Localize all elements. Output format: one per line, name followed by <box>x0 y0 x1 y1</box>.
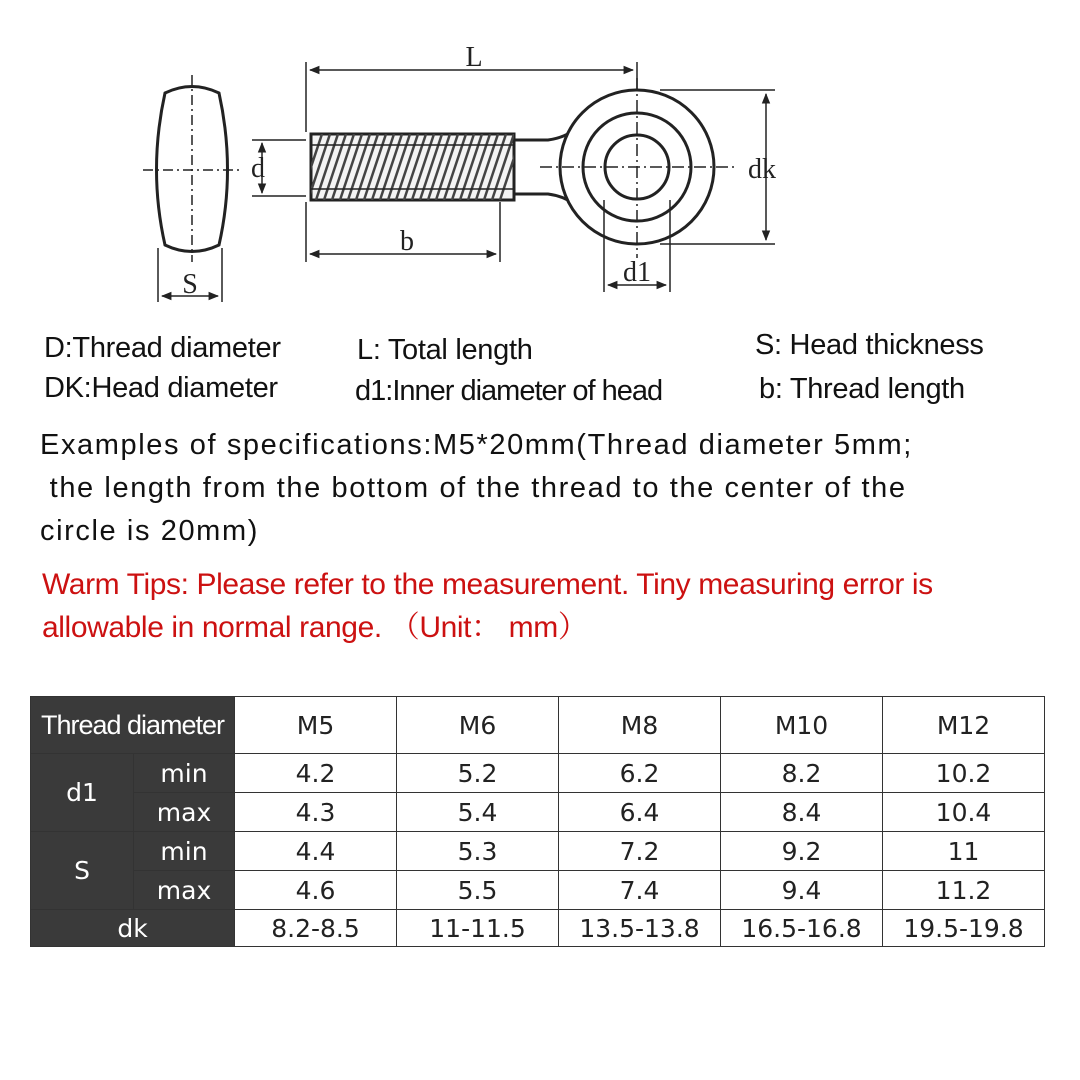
legend-thread-diameter: D:Thread diameter <box>44 332 281 364</box>
table-cell: 13.5-13.8 <box>559 910 721 947</box>
dim-label-dk: dk <box>748 154 776 185</box>
row-label-s: S <box>31 832 134 910</box>
size-m12: M12 <box>883 697 1045 754</box>
header-thread-diameter: Thread diameter <box>31 697 235 754</box>
table-row-d1-max <box>31 793 1045 832</box>
dim-label-b: b <box>400 226 414 257</box>
table-cell: 8.4 <box>721 793 883 832</box>
table-cell: 10.2 <box>883 754 1045 793</box>
dim-label-d: d <box>251 153 265 184</box>
tips-unit: （Unit： mm） <box>389 611 588 644</box>
specification-example <box>40 424 913 553</box>
row-label-max: max <box>134 871 235 910</box>
table-cell: 6.2 <box>559 754 721 793</box>
legend-total-length: L: Total length <box>357 334 533 366</box>
table-cell: 7.2 <box>559 832 721 871</box>
table-cell: 5.2 <box>397 754 559 793</box>
table-cell: 4.3 <box>235 793 397 832</box>
table-cell: 11.2 <box>883 871 1045 910</box>
table-cell: 16.5-16.8 <box>721 910 883 947</box>
warm-tips <box>42 563 933 649</box>
tips-line-1: Warm Tips: Please refer to the measurement. Tiny measuring error is <box>42 568 933 601</box>
example-line-1: Examples of specifications:M5*20mm(Thread diameter 5mm; <box>40 429 913 461</box>
dim-label-d1: d1 <box>623 257 651 288</box>
table-cell: 11-11.5 <box>397 910 559 947</box>
table-row-d1-min <box>31 754 1045 793</box>
legend-head-thickness: S: Head thickness <box>755 329 984 361</box>
row-label-max: max <box>134 793 235 832</box>
example-line-2: the length from the bottom of the thread to the center of the <box>40 472 907 504</box>
table-cell: 5.4 <box>397 793 559 832</box>
row-label-min: min <box>134 754 235 793</box>
table-cell: 9.4 <box>721 871 883 910</box>
table-cell: 6.4 <box>559 793 721 832</box>
table-cell: 7.4 <box>559 871 721 910</box>
table-cell: 5.3 <box>397 832 559 871</box>
size-m8: M8 <box>559 697 721 754</box>
example-line-3: circle is 20mm) <box>40 515 259 547</box>
table-cell: 9.2 <box>721 832 883 871</box>
eye-head <box>514 78 735 258</box>
legend-thread-length: b: Thread length <box>759 373 965 405</box>
table-cell: 19.5-19.8 <box>883 910 1045 947</box>
table-cell: 5.5 <box>397 871 559 910</box>
side-view <box>143 75 240 302</box>
table-header-row <box>31 697 1045 754</box>
size-m6: M6 <box>397 697 559 754</box>
tips-line-2-text: allowable in normal range. <box>42 611 382 644</box>
table-cell: 10.4 <box>883 793 1045 832</box>
spec-table <box>30 696 1045 947</box>
dim-label-s: S <box>182 269 198 300</box>
row-label-min: min <box>134 832 235 871</box>
size-m5: M5 <box>235 697 397 754</box>
table-cell: 8.2 <box>721 754 883 793</box>
thread-body <box>300 134 522 200</box>
dim-label-l: L <box>465 42 483 73</box>
table-cell: 11 <box>883 832 1045 871</box>
table-row-dk <box>31 910 1045 947</box>
table-cell: 4.6 <box>235 871 397 910</box>
table-cell: 4.4 <box>235 832 397 871</box>
table-cell: 8.2-8.5 <box>235 910 397 947</box>
eye-bolt-diagram <box>0 0 1080 320</box>
table-row-s-min <box>31 832 1045 871</box>
table-cell: 4.2 <box>235 754 397 793</box>
tips-line-2 <box>42 606 933 649</box>
row-label-dk: dk <box>31 910 235 947</box>
legend-head-diameter: DK:Head diameter <box>44 372 278 404</box>
table-row-s-max <box>31 871 1045 910</box>
row-label-d1: d1 <box>31 754 134 832</box>
size-m10: M10 <box>721 697 883 754</box>
legend-inner-diameter: d1:Inner diameter of head <box>355 375 663 407</box>
